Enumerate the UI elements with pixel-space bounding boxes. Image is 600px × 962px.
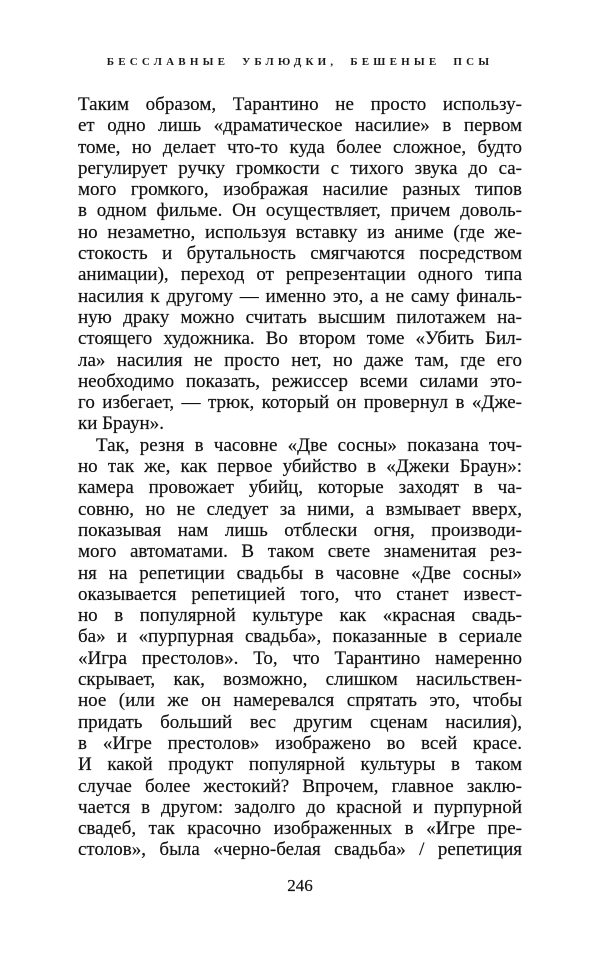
- page-number: 246: [287, 876, 313, 895]
- body-text: [78, 94, 522, 861]
- text-line: И какой продукт популярной культуры в таком: [78, 754, 522, 776]
- text-line: совню, но не следует за ними, а взмывает вверх,: [78, 498, 522, 520]
- text-line: в «Игре престолов» изображено во всей красе.: [78, 732, 522, 754]
- text-line: оказывается репетицией того, что станет извест-: [78, 583, 522, 605]
- text-line: но незаметно, используя вставку из аниме (где же-: [78, 221, 522, 243]
- text-line: регулирует ручку громкости с тихого звука до са-: [78, 157, 522, 179]
- text-line: ную драку можно считать высшим пилотажем на-: [78, 306, 522, 328]
- text-line: свадеб, так красочно изображенных в «Игре пре-: [78, 818, 522, 840]
- text-line: придать больший вес другим сценам насилия),: [78, 711, 522, 733]
- text-line: го избегает, — трюк, который он провернул в «Дже-: [78, 392, 522, 414]
- text-line: мого громкого, изображая насилие разных типов: [78, 179, 522, 201]
- text-line: случае более жестокий? Впрочем, главное заклю-: [78, 775, 522, 797]
- text-line: камера провожает убийц, которые заходят в ча-: [78, 477, 522, 499]
- text-line: но в популярной культуре как «красная свадь-: [78, 605, 522, 627]
- text-line: томе, но делает что-то куда более сложное, будто: [78, 136, 522, 158]
- text-line: насилия к другому — именно это, а не саму финаль-: [78, 285, 522, 307]
- paragraph: [78, 94, 522, 435]
- running-header: БЕССЛАВНЫЕ УБЛЮДКИ, БЕШЕНЫЕ ПСЫ: [106, 56, 494, 68]
- text-line: стоящего художника. Во втором томе «Убить Бил-: [78, 328, 522, 350]
- text-line: скрывает, как, возможно, слишком насильствен-: [78, 669, 522, 691]
- text-line: ня на репетиции свадьбы в часовне «Две сосны»: [78, 562, 522, 584]
- text-line: ет одно лишь «драматическое насилие» в первом: [78, 115, 522, 137]
- paragraph: [78, 435, 522, 861]
- text-line: ба» и «пурпурная свадьба», показанные в сериале: [78, 626, 522, 648]
- text-line: ное (или же он намеревался спрятать это, чтобы: [78, 690, 522, 712]
- text-line: столов», была «черно-белая свадьба» / репетиция: [78, 839, 522, 861]
- text-line: стокость и брутальность смягчаются посредством: [78, 243, 522, 265]
- text-line: чается в другом: задолго до красной и пурпурной: [78, 796, 522, 818]
- text-line: в одном фильме. Он осуществляет, причем доволь-: [78, 200, 522, 222]
- text-line: ла» насилия не просто нет, но даже там, где его: [78, 349, 522, 371]
- text-line: но так же, как первое убийство в «Джеки Браун»:: [78, 456, 522, 478]
- text-line: «Игра престолов». То, что Тарантино намеренно: [78, 647, 522, 669]
- text-line: Таким образом, Тарантино не просто использу-: [78, 94, 522, 115]
- text-line: анимации), переход от репрезентации одного типа: [78, 264, 522, 286]
- text-line: Так, резня в часовне «Две сосны» показана точ-: [96, 434, 522, 456]
- text-line: показывая нам лишь отблески огня, производи-: [78, 519, 522, 541]
- text-line: мого автоматами. В таком свете знаменитая рез-: [78, 541, 522, 563]
- text-line: ки Браун».: [78, 413, 164, 435]
- text-line: необходимо показать, режиссер всеми силами это-: [78, 370, 522, 392]
